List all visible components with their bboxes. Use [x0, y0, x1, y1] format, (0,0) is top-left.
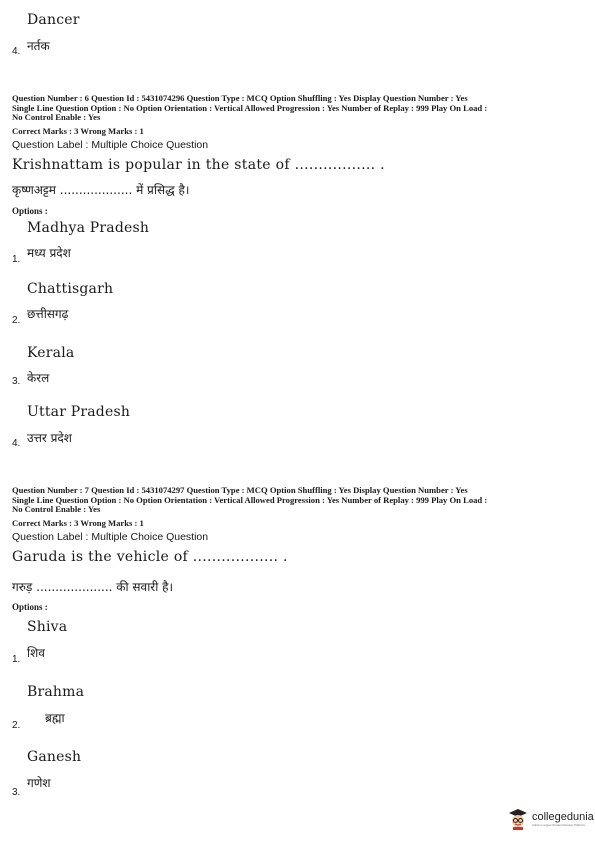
option-number: 2.: [12, 315, 21, 326]
meta-line: No Control Enable : Yes: [12, 504, 101, 515]
option-text-hi: गणेश: [27, 776, 51, 790]
option-text-hi: नर्तक: [27, 39, 50, 53]
question-text-en: Garuda is the vehicle of .................. .: [12, 549, 288, 565]
option-number: 4.: [12, 438, 21, 449]
question-label: Question Label : Multiple Choice Question: [12, 139, 209, 151]
marks-info: Correct Marks : 3 Wrong Marks : 1: [12, 126, 144, 136]
option-text-en: Brahma: [27, 684, 85, 700]
option-number: 1.: [12, 654, 21, 665]
option-text-en: Kerala: [27, 345, 75, 361]
logo-text: collegedunia: [532, 811, 594, 823]
option-text-en: Chattisgarh: [27, 281, 114, 297]
collegedunia-logo: [508, 808, 594, 830]
option-text-hi: मध्य प्रदेश: [27, 246, 71, 260]
option-text-hi: छत्तीसगढ़: [27, 307, 69, 321]
question-text-en: Krishnattam is popular in the state of ................. .: [12, 157, 385, 173]
option-text-en: Madhya Pradesh: [27, 220, 150, 236]
option-text-hi: ब्रह्मा: [45, 711, 65, 725]
option-text-en: Dancer: [27, 12, 80, 28]
meta-line: No Control Enable : Yes: [12, 112, 101, 123]
option-text-en: Uttar Pradesh: [27, 404, 131, 420]
meta-line: Single Line Question Option : No Option Orientation : Vertical Allowed Progression : Yes Number of Replay : 999 Play On Load :: [12, 494, 488, 505]
question-text-hi: कृष्णअट्टम ................... में प्रसिद्ध है।: [12, 183, 190, 197]
option-text-hi: शिव: [27, 646, 45, 660]
logo-tagline: India's Largest Student Review Platform: [532, 823, 586, 827]
question-text-hi: गरुड़ .................... की सवारी है।: [12, 580, 174, 594]
question-label: Question Label : Multiple Choice Question: [12, 531, 209, 543]
meta-line: Question Number : 7 Question Id : 5431074297 Question Type : MCQ Option Shuffling : Yes Display Question Number : Yes: [12, 485, 468, 495]
options-label: Options :: [12, 206, 48, 216]
options-label: Options :: [12, 602, 48, 612]
option-text-hi: उत्तर प्रदेश: [27, 431, 72, 445]
option-text-hi: केरल: [27, 371, 50, 385]
option-text-en: Shiva: [27, 619, 68, 635]
option-text-en: Ganesh: [27, 749, 82, 765]
meta-line: Question Number : 6 Question Id : 5431074296 Question Type : MCQ Option Shuffling : Yes Display Question Number : Yes: [12, 93, 468, 103]
meta-line: Single Line Question Option : No Option Orientation : Vertical Allowed Progression : Yes Number of Replay : 999 Play On Load :: [12, 102, 488, 113]
graduate-mascot-icon: [508, 808, 528, 830]
option-number: 2.: [12, 720, 21, 731]
option-number: 1.: [12, 254, 21, 265]
option-number: 4.: [12, 46, 21, 57]
question-7-meta: [12, 486, 592, 515]
option-number: 3.: [12, 376, 21, 387]
question-6-meta: [12, 94, 592, 123]
option-number: 3.: [12, 787, 21, 798]
marks-info: Correct Marks : 3 Wrong Marks : 1: [12, 518, 144, 528]
